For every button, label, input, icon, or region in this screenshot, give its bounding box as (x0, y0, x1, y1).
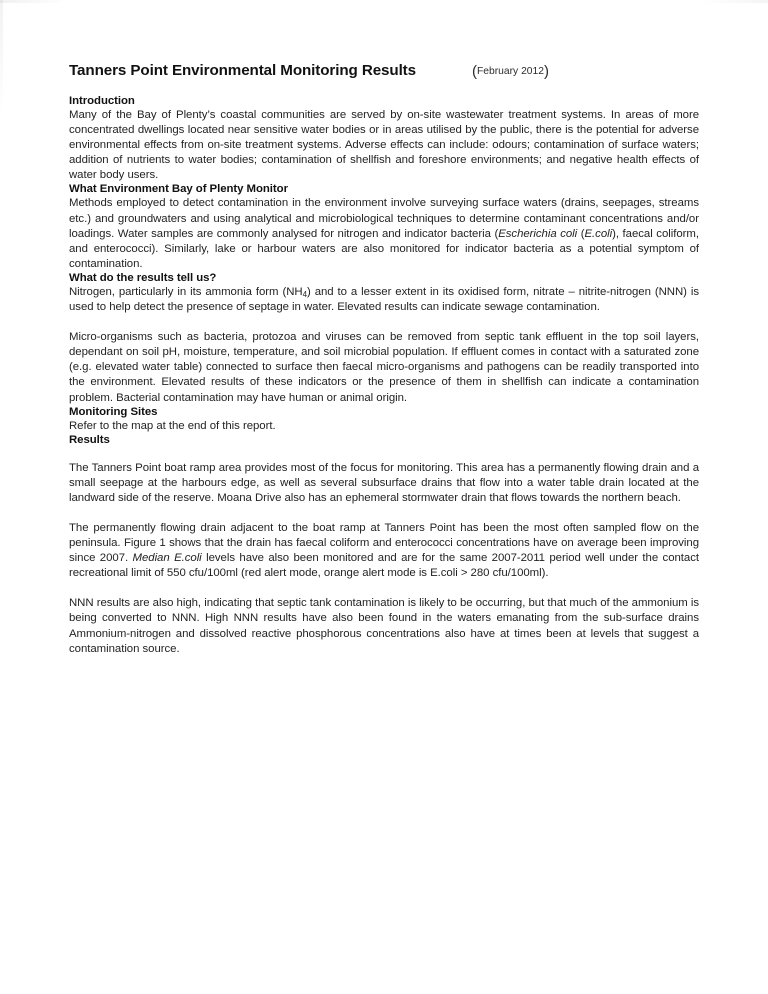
document-header (69, 62, 699, 79)
paragraph-monitoring-sites: Refer to the map at the end of this report. (69, 419, 276, 432)
paragraph-results-drain-sampling (69, 521, 699, 581)
document-date (472, 63, 549, 80)
paragraph-micro-organisms: Micro-organisms such as bacteria, protozoa and viruses can be removed from septic tank effluent in the top soil layers, dependant on soil pH, moisture, temperature, and soil microbial population. If effluent comes in contact with a saturated zone (e.g. elevated water table) connected to surface then faecal micro-organisms and pathogens can be readily transported into the environment. Elevated results of these indicators or the presence of them in shellfish can indicate a contamination problem. Bacterial contamination may have human or animal origin. (69, 331, 699, 404)
paragraph-results-overview: The Tanners Point boat ramp area provides most of the focus for monitoring. This area has a permanently flowing drain and a small seepage at the harbours edge, as well as several subsurface drains that flow into a water table drain located at the landward side of the reserve. Moana Drive also has an ephemeral stormwater drain that flows towards the northern beach. (69, 461, 699, 504)
heading-introduction: Introduction (69, 95, 135, 107)
species-name-escherichia-coli: Escherichia coli (498, 227, 578, 240)
nitrogen-text-part2: ) and to a lesser extent in its oxidised form, nitrate – nitrite-nitrogen (NNN) is used to help detect the presence of septage in water. Elevated results can indicate sewage contamination. (69, 285, 700, 314)
results-text-part2: levels have also been monitored and are for the same 2007-2011 period well under the contact recreational limit of 550 cfu/100ml (red alert mode, orange alert mode is E.coli > 280 cfu/100ml). (69, 552, 699, 580)
date-close-paren: ) (543, 63, 549, 80)
paragraph-introduction: Many of the Bay of Plenty’s coastal communities are served by on-site wastewater treatment systems. In areas of more concentrated dwellings located near sensitive water bodies or in areas utilised by the public, there is the potential for adverse environmental effects from on-site treatment systems. Adverse effects can include: odours; contamination of surface waters; addition of nutrients to water bodies; contamination of shellfish and foreshore environments; and negative health effects of water body users. (69, 109, 699, 182)
heading-monitoring-sites: Monitoring Sites (69, 405, 158, 418)
median-ecoli-italic: Median E.coli (132, 552, 202, 565)
monitor-text-part2: ( (577, 227, 585, 240)
species-abbrev-ecoli: E.coli (584, 227, 613, 240)
heading-results: Results (69, 433, 110, 446)
paragraph-what-ebop-monitor (69, 196, 699, 271)
date-open-paren: ( (472, 63, 477, 80)
monitor-text-part3: ), faecal coliform, and enterococci). Similarly, lake or harbour waters are also monitored for indicator bacteria as a potential symptom of contamination. (69, 227, 699, 270)
heading-what-ebop-monitor: What Environment Bay of Plenty Monitor (69, 183, 288, 196)
paragraph-nitrogen (69, 285, 699, 315)
monitor-text-part1: Methods employed to detect contamination in the environment involve surveying surface waters (drains, seepages, streams etc.) and groundwaters and using analytical and microbiological techniques to determine contaminant concentrations and/or loadings. Water samples are commonly analysed for nitrogen and indicator bacteria ( (69, 197, 699, 240)
nitrogen-text-part1: Nitrogen, particularly in its ammonia form (NH (69, 285, 303, 298)
page-title: Tanners Point Environmental Monitoring Results (69, 62, 416, 79)
date-text: February 2012 (477, 66, 544, 77)
heading-what-do-results-tell-us: What do the results tell us? (69, 271, 217, 284)
results-text-part1: The permanently flowing drain adjacent to the boat ramp at Tanners Point has been the most often sampled flow on the peninsula. Figure 1 shows that the drain has faecal coliform and enterococci concentrations have on average been improving since 2007. (69, 521, 699, 565)
paragraph-results-nnn: NNN results are also high, indicating that septic tank contamination is likely to be occurring, but that much of the ammonium is being converted to NNN. High NNN results have also been found in the waters emanating from the sub-surface drains Ammonium-nitrogen and dissolved reactive phosphorous concentrations also have at times been at levels that suggest a contamination source. (69, 597, 699, 655)
subscript-four: 4 (302, 289, 307, 299)
